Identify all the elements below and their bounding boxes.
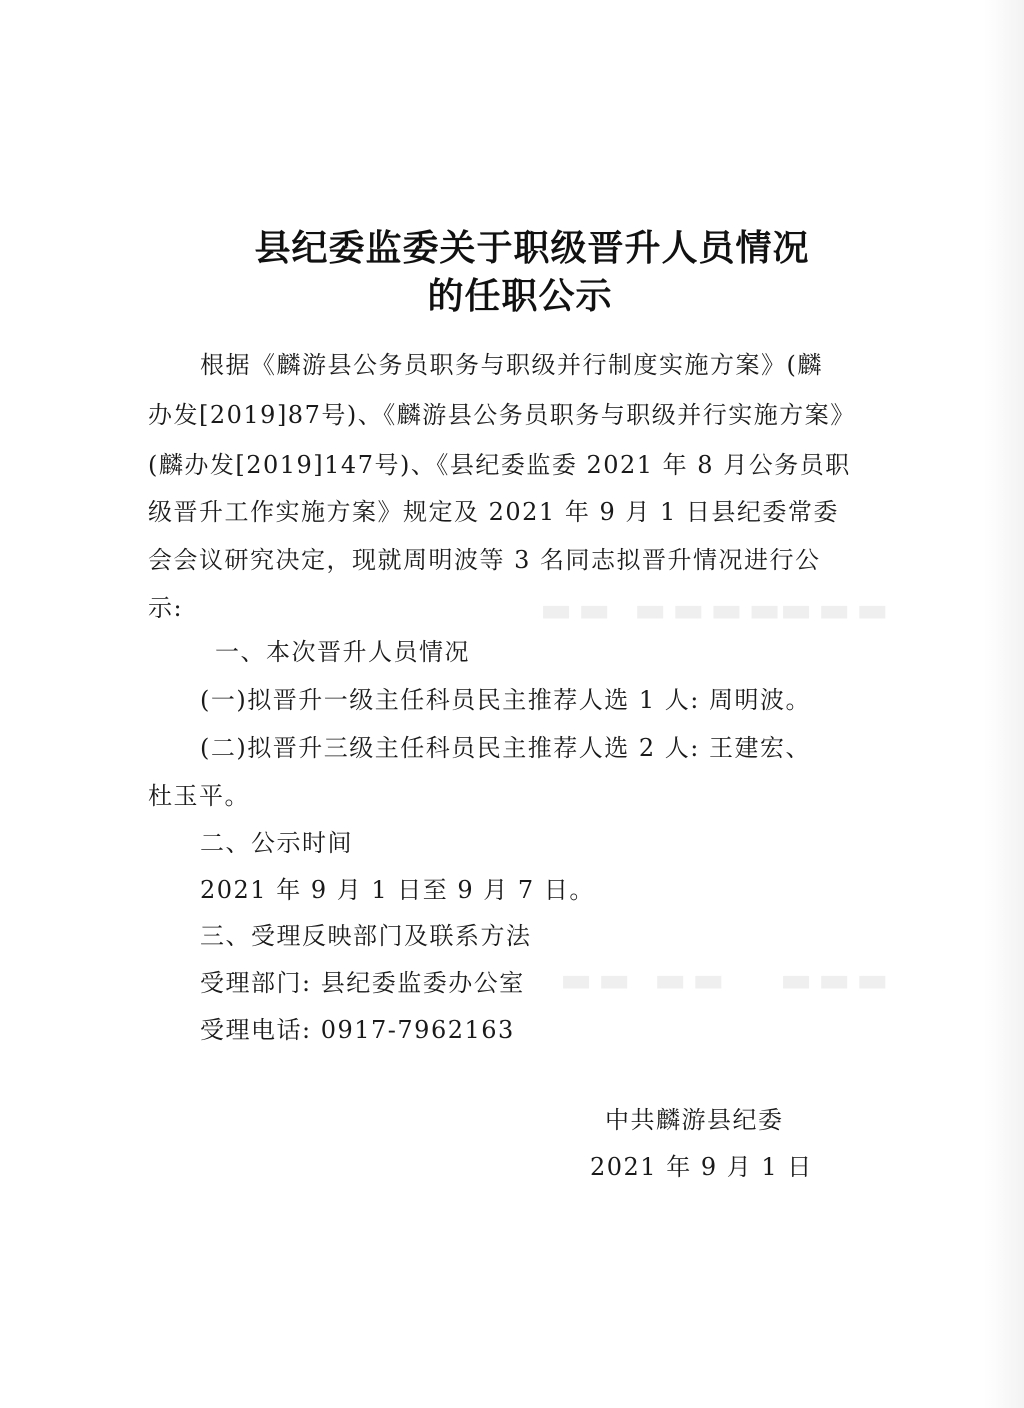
bleed-through-mark: ▬▬▬ — [780, 590, 895, 630]
document-title-line1: 县纪委监委关于职级晋升人员情况 — [254, 228, 810, 269]
intro-line-5: 会会议研究决定，现就周明波等 3 名同志拟晋升情况进行公 — [148, 546, 821, 574]
scan-edge-shading — [984, 0, 1024, 1408]
signature-org: 中共麟游县纪委 — [605, 1106, 784, 1134]
item-1: (一)拟晋升一级主任科员民主推荐人选 1 人: 周明波。 — [200, 686, 811, 714]
intro-line-4: 级晋升工作实施方案》规定及 2021 年 9 月 1 日县纪委常委 — [148, 498, 839, 526]
publicity-period: 2021 年 9 月 1 日至 9 月 7 日。 — [200, 876, 595, 904]
item-2-line-2: 杜玉平。 — [148, 782, 250, 810]
receiving-phone: 受理电话: 0917-7962163 — [200, 1016, 515, 1044]
signature-date: 2021 年 9 月 1 日 — [590, 1153, 813, 1181]
section-3-heading: 三、受理反映部门及联系方法 — [200, 922, 532, 950]
item-2-line-1: (二)拟晋升三级主任科员民主推荐人选 2 人: 王建宏、 — [200, 734, 811, 762]
section-2-heading: 二、公示时间 — [200, 829, 353, 857]
document-title-line2: 的任职公示 — [427, 276, 613, 317]
receiving-department: 受理部门: 县纪委监委办公室 — [200, 969, 525, 997]
intro-line-3: (麟办发[2019]147号)、《县纪委监委 2021 年 8 月公务员职 — [148, 451, 851, 479]
bleed-through-mark: ▬▬▬ — [780, 960, 895, 1000]
bleed-through-mark: ▬▬ ▬▬ — [560, 960, 731, 1000]
intro-line-1: 根据《麟游县公务员职务与职级并行制度实施方案》(麟 — [200, 351, 823, 379]
bleed-through-mark: ▬▬ ▬▬▬▬ — [540, 590, 787, 630]
intro-line-6: 示: — [148, 594, 184, 622]
intro-line-2: 办发[2019]87号)、《麟游县公务员职务与职级并行实施方案》 — [148, 401, 856, 429]
section-1-heading: 一、本次晋升人员情况 — [215, 638, 470, 666]
